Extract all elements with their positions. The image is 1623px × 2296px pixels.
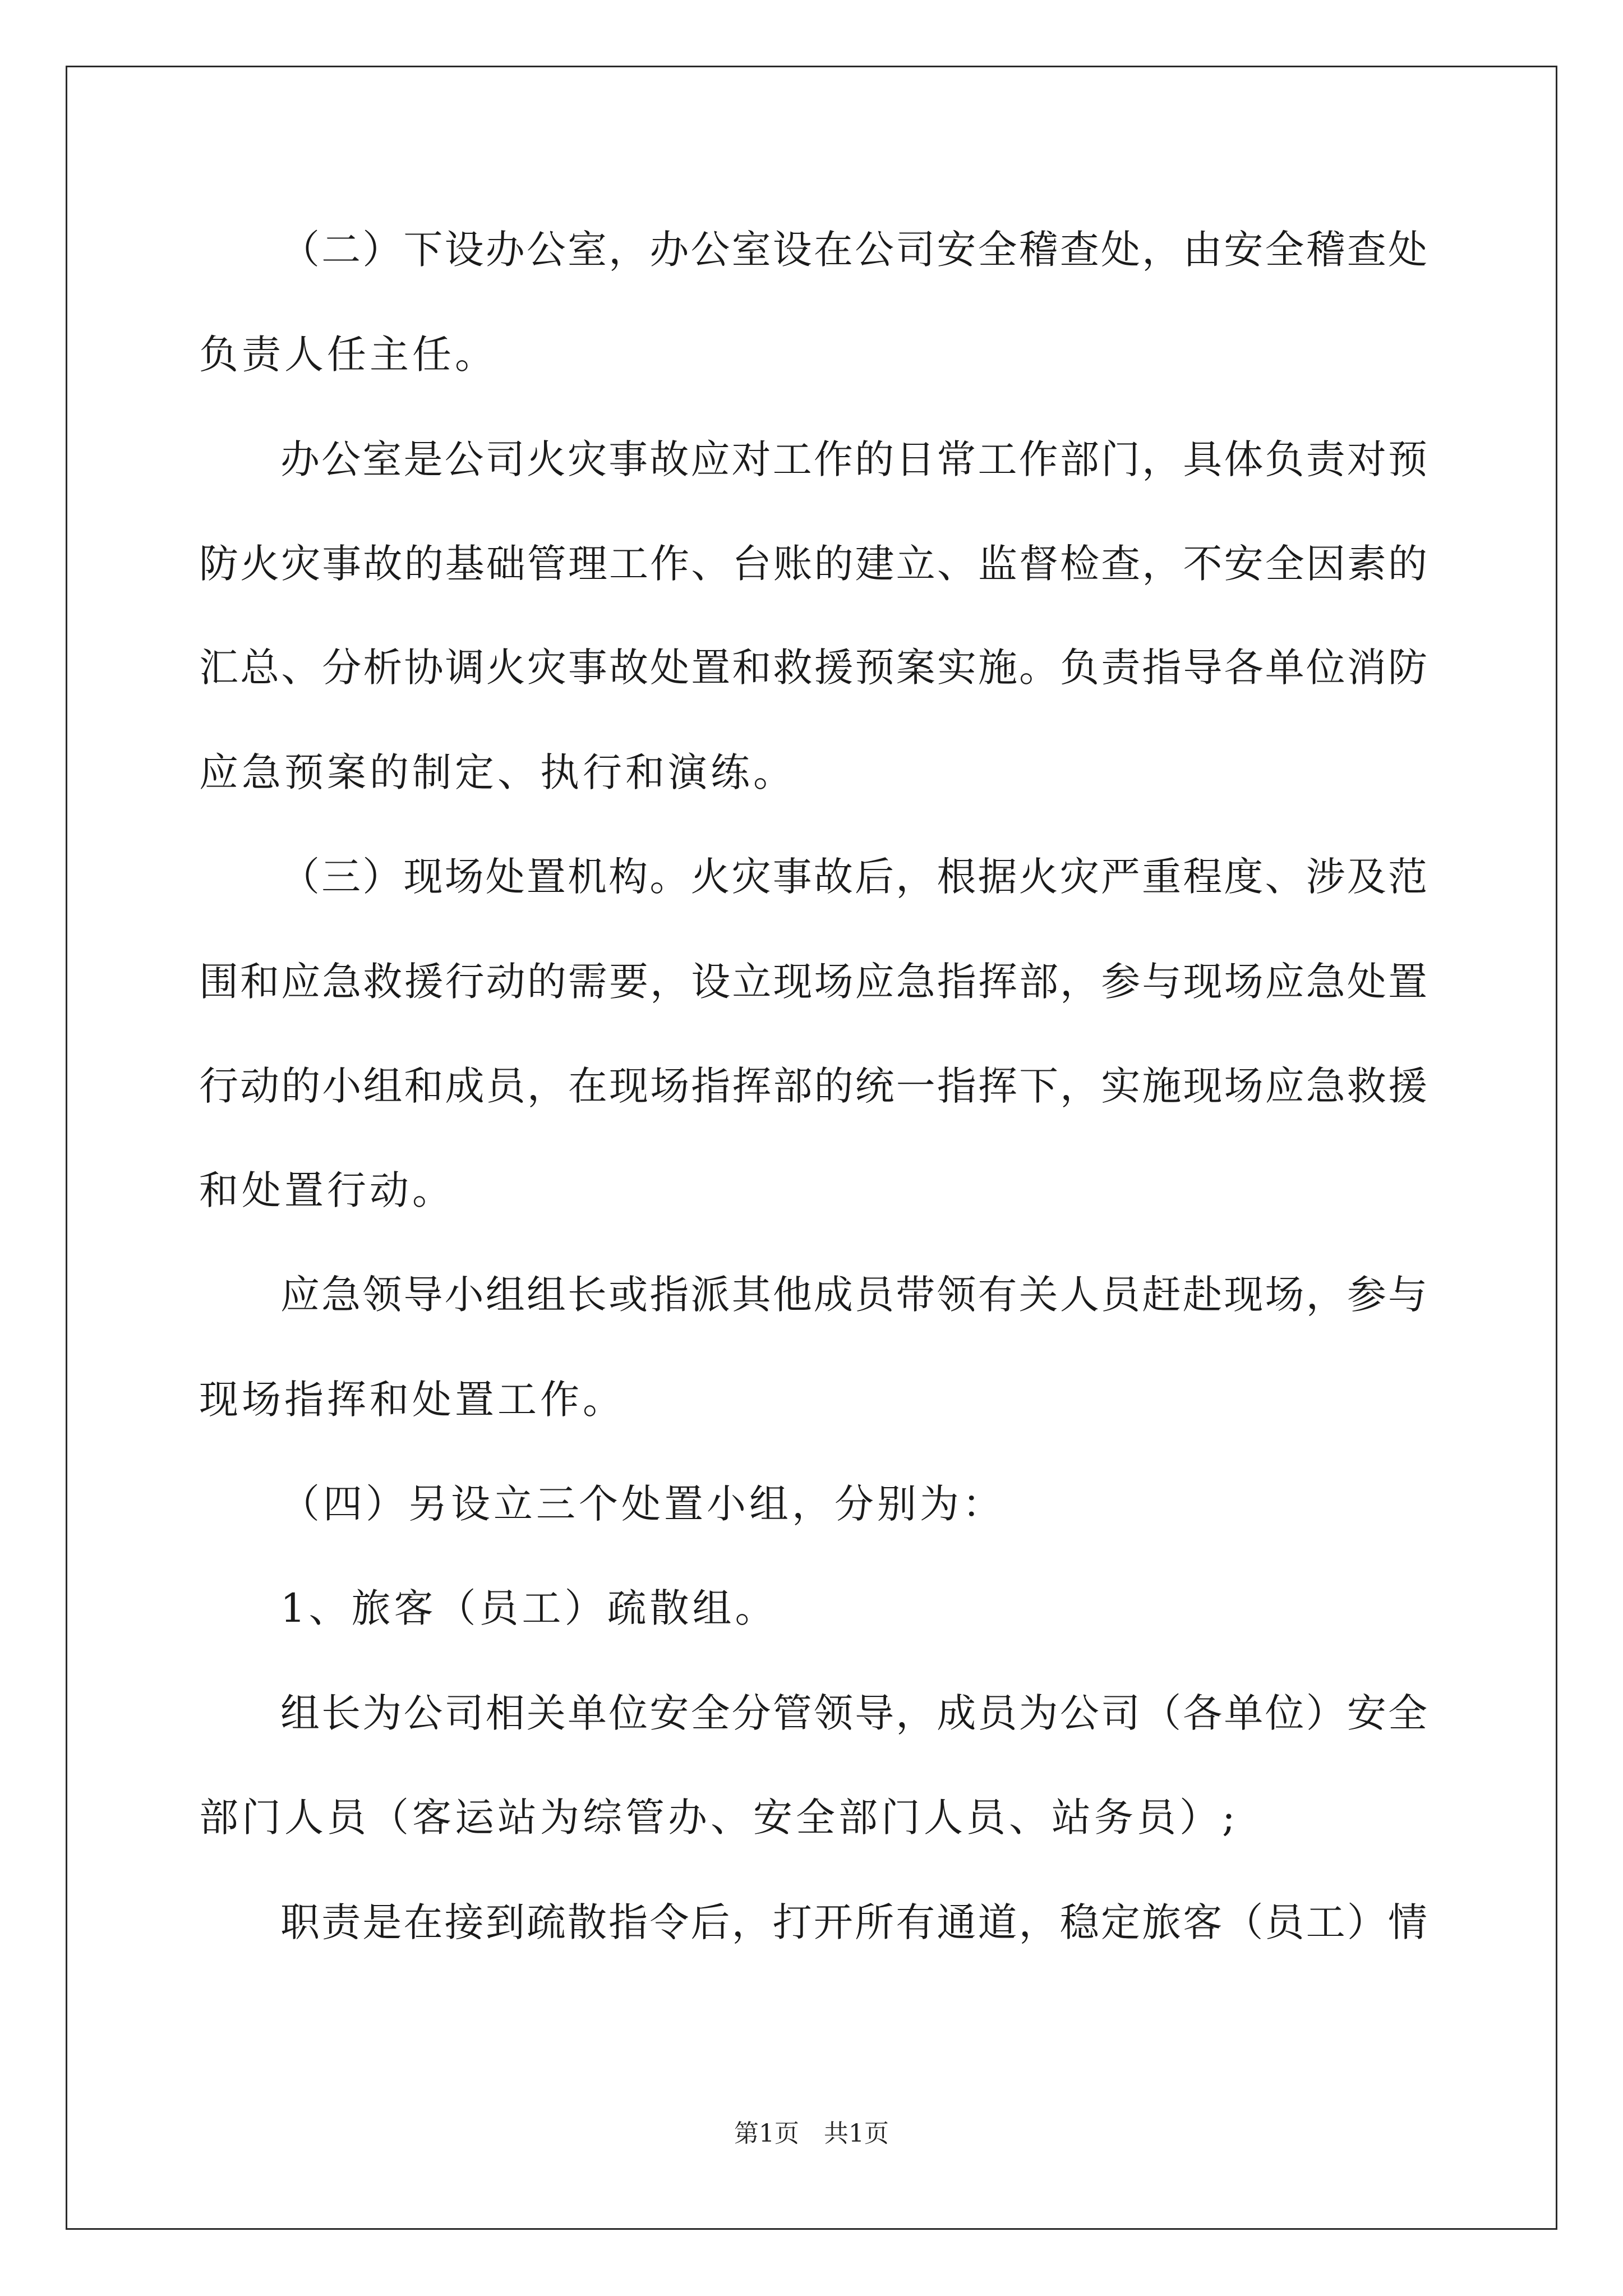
- text-line: （三）现场处置机构。火灾事故后，根据火灾严重程度、涉及范: [280, 854, 1427, 900]
- page-footer: 第1页 共1页: [734, 2119, 889, 2148]
- text-line: 负责人任主任。: [199, 332, 497, 378]
- text-line: 和处置行动。: [199, 1167, 455, 1213]
- text-line: 现场指挥和处置工作。: [199, 1377, 625, 1423]
- text-line: （二）下设办公室，办公室设在公司安全稽查处，由安全稽查处: [280, 227, 1427, 273]
- text-line: 应急预案的制定、执行和演练。: [199, 749, 796, 795]
- text-line: 组长为公司相关单位安全分管领导，成员为公司（各单位）安全: [280, 1690, 1427, 1736]
- text-line: 防火灾事故的基础管理工作、台账的建立、监督检查，不安全因素的: [199, 541, 1427, 587]
- text-line: 应急领导小组组长或指派其他成员带领有关人员赶赴现场，参与: [280, 1272, 1427, 1318]
- text-line: 行动的小组和成员，在现场指挥部的统一指挥下，实施现场应急救援: [199, 1063, 1427, 1109]
- text-line: 部门人员（客运站为综管办、安全部门人员、站务员）;: [199, 1795, 1239, 1841]
- text-line: 职责是在接到疏散指令后，打开所有通道，稳定旅客（员工）情: [280, 1899, 1427, 1945]
- text-line: 办公室是公司火灾事故应对工作的日常工作部门，具体负责对预: [280, 436, 1427, 482]
- text-line: （四）另设立三个处置小组，分别为：: [280, 1481, 1005, 1527]
- text-line: 围和应急救援行动的需要，设立现场应急指挥部，参与现场应急处置: [199, 959, 1427, 1005]
- text-line: 1、旅客（员工）疏散组。: [280, 1585, 778, 1631]
- text-line: 汇总、分析协调火灾事故处置和救援预案实施。负责指导各单位消防: [199, 645, 1427, 691]
